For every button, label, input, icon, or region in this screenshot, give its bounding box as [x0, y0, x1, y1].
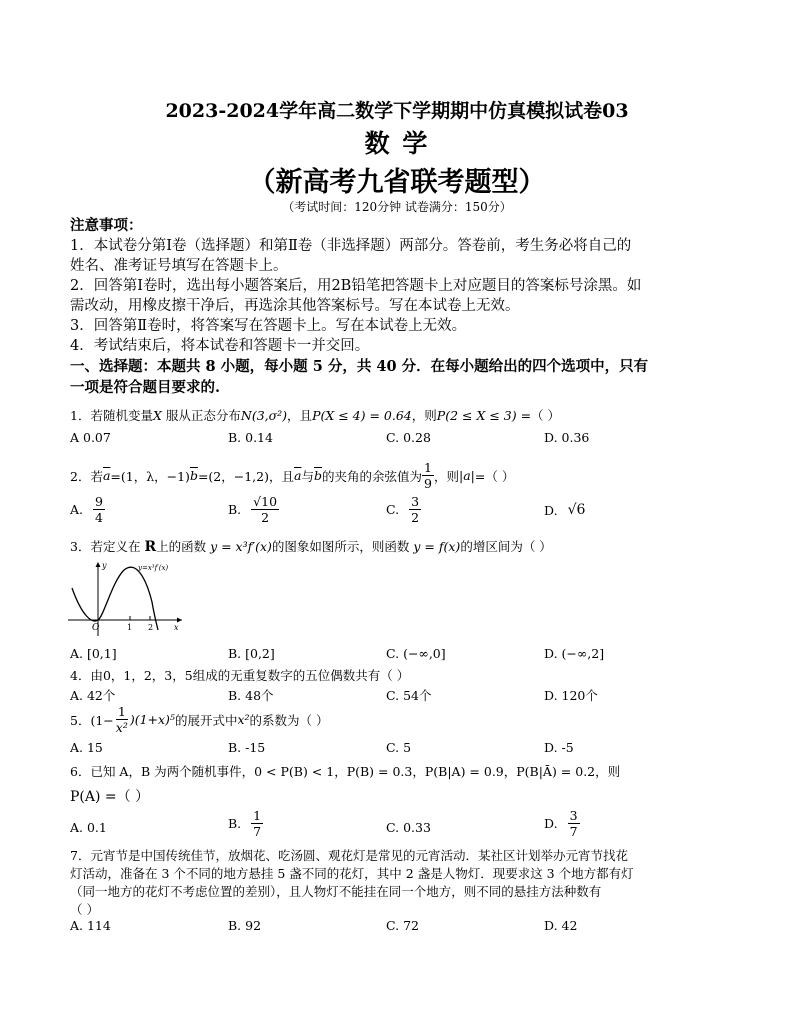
note-line: 4．考试结束后，将本试卷和答题卡一并交回。 — [70, 338, 370, 354]
q6-option-b: B. $\frac{1}{7}$ — [228, 808, 262, 839]
q6-option-c: C. 0.33 — [386, 820, 431, 835]
tick-1-label: 1 — [127, 623, 133, 632]
q1-option-a: A 0.07 — [70, 430, 111, 445]
note-line: 需改动，用橡皮擦干净后，再选涂其他答案标号。写在本试卷上无效。 — [70, 298, 520, 314]
q5-option-c: C. 5 — [386, 740, 412, 755]
exam-subtitle: （新高考九省联考题型） — [248, 167, 546, 198]
origin-label: O — [92, 623, 100, 633]
note-line: 姓名、准考证号填写在答题卡上。 — [70, 258, 288, 274]
subject-heading: 数 学 — [364, 129, 430, 158]
question-7: 7．元宵节是中国传统佳节，放烟花、吃汤圆、观花灯是常见的元宵活动．某社区计划举办元宵节找花 — [70, 848, 628, 863]
function-graph — [64, 558, 194, 638]
q6-option-d: D. $\frac{3}{7}$ — [544, 808, 578, 839]
y-axis-label: y — [102, 561, 107, 570]
q2-option-d: D. √6 — [544, 502, 586, 518]
question-7-line: （ ） — [70, 902, 99, 917]
q4-option-a: A. 42个 — [70, 688, 116, 703]
q4-option-c: C. 54个 — [386, 688, 432, 703]
q7-option-d: D. 42 — [544, 918, 578, 933]
section-heading-cont: 一项是符合题目要求的. — [70, 379, 221, 396]
question-2: 2．若 $\overline{a}$ =(1，λ，−1) $\overline{b}$ =(2，−1,2) ，且 $\overline{a}$ 与 $\overline{b}$ 的夹角的余弦值为 $\frac{1}{9}$ ，则 |a| =（ ） — [70, 460, 515, 491]
q3-option-d: D. (−∞,2] — [544, 646, 605, 661]
question-3: 3．若定义在 R上的函数 y = x³f′(x)的图象如图所示，则函数 y = f(x)的增区间为（ ） — [70, 539, 552, 555]
x-axis-label: x — [174, 623, 179, 632]
q7-option-b: B. 92 — [228, 918, 262, 933]
exam-title: 2023-2024学年高二数学下学期期中仿真模拟试卷03 — [165, 100, 629, 122]
notes-heading: 注意事项： — [70, 217, 143, 234]
q2-option-a: A. $\frac{9}{4}$ — [70, 494, 103, 525]
question-7-line: （同一地方的花灯不考虑位置的差别），且人物灯不能挂在同一个地方，则不同的悬挂方法种数有 — [70, 884, 602, 899]
q3-option-c: C. (−∞,0] — [386, 646, 446, 661]
q6-option-a: A. 0.1 — [70, 820, 107, 835]
q2-option-b: B. $\frac{√10}{2}$ — [228, 494, 278, 525]
exam-info: （考试时间：120分钟 试卷满分：150分） — [282, 200, 512, 214]
function-curve — [72, 567, 158, 630]
q3-option-a: A. [0,1] — [70, 646, 117, 661]
q1-option-c: C. 0.28 — [386, 430, 431, 445]
q5-option-b: B. -15 — [228, 740, 266, 755]
q3-option-b: B. [0,2] — [228, 646, 275, 661]
q5-option-a: A. 15 — [70, 740, 103, 755]
question-7-line: 灯活动，准备在 3 个不同的地方悬挂 5 盏不同的花灯，其中 2 盏是人物灯．现要求这 3 个地方都有灯 — [70, 866, 634, 881]
q1-option-b: B. 0.14 — [228, 430, 273, 445]
y-axis-arrow — [96, 562, 101, 567]
note-line: 1．本试卷分第Ⅰ卷（选择题）和第Ⅱ卷（非选择题）两部分。答卷前，考生务必将自己的 — [70, 238, 632, 254]
q7-option-a: A. 114 — [70, 918, 111, 933]
cos-fraction: $\frac{1}{9}$ — [424, 460, 432, 491]
tick-2-label: 2 — [148, 623, 154, 632]
q5-option-d: D. -5 — [544, 740, 574, 755]
question-6: 6．已知 A，B 为两个随机事件，0 < P(B) < 1，P(B) = 0.3，P(B|A) = 0.9，P(B|Ā) = 0.2，则 — [70, 764, 621, 779]
q7-option-c: C. 72 — [386, 918, 419, 933]
note-line: 2．回答第Ⅰ卷时，选出每小题答案后，用2B铅笔把答题卡上对应题目的答案标号涂黑。如 — [70, 278, 642, 294]
q4-option-d: D. 120个 — [544, 688, 598, 703]
note-line: 3．回答第Ⅱ卷时，将答案写在答题卡上。写在本试卷上无效。 — [70, 318, 467, 334]
curve-label: y=x³f′(x) — [138, 564, 169, 572]
q1-option-d: D. 0.36 — [544, 430, 590, 445]
q2-option-c: C. $\frac{3}{2}$ — [386, 494, 420, 525]
question-4: 4．由0，1，2，3，5组成的无重复数字的五位偶数共有（ ） — [70, 668, 410, 683]
q4-option-b: B. 48个 — [228, 688, 274, 703]
question-6-cont: P(A) =（ ） — [70, 789, 150, 805]
question-1: 1．若随机变量X 服从正态分布N(3,σ²)，且P(X ≤ 4) = 0.64，则P(2 ≤ X ≤ 3) =（ ） — [70, 408, 561, 423]
question-5: 5．(1− $\frac{1}{\text{x²}}$ )(1+x)⁵ 的展开式中 x² 的系数为（ ） — [70, 704, 329, 735]
section-heading: 一、选择题：本题共 8 小题，每小题 5 分，共 40 分．在每小题给出的四个选项中，只有 — [70, 358, 649, 375]
x-axis-arrow — [177, 618, 182, 623]
